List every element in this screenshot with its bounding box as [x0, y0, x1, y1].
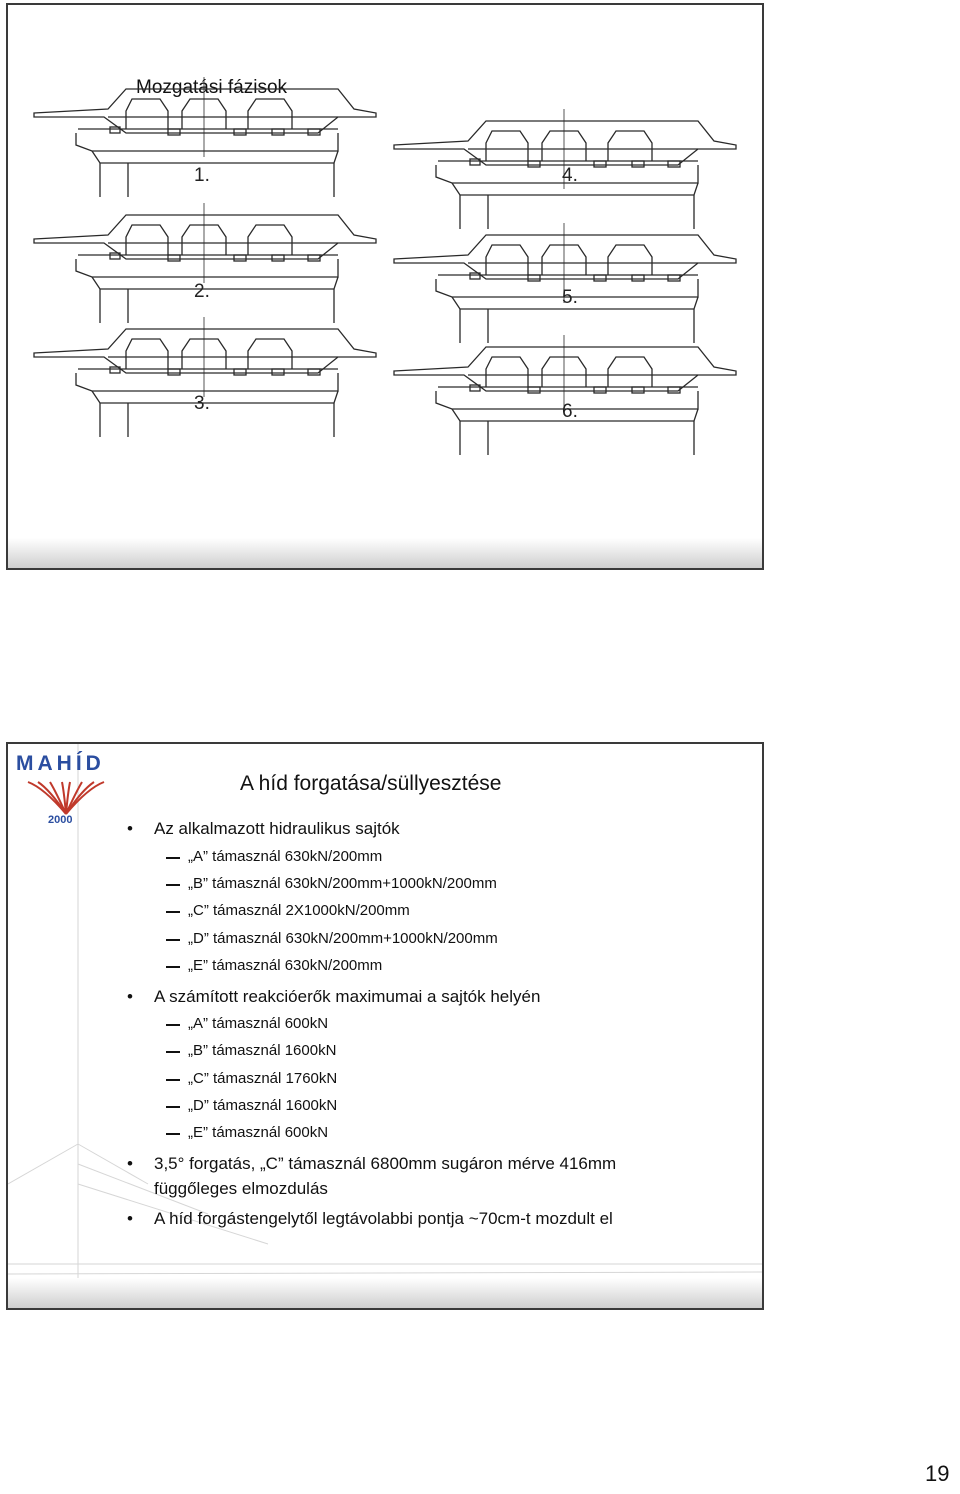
bullet-rotation: • 3,5° forgatás, „C” támasznál 6800mm sugáron mérve 416mm — [127, 1154, 617, 1173]
bullet-forces: • A számított reakcióerők maximumai a sajtók helyén — [127, 987, 541, 1006]
slide-movement-phases — [6, 3, 764, 570]
phase-3-label: 3. — [194, 393, 210, 414]
slide-bridge-rotation — [6, 742, 764, 1310]
force-item: „B” támasznál 1600kN — [188, 1042, 336, 1059]
phase-4-label: 4. — [562, 165, 578, 186]
phase-1-label: 1. — [194, 165, 210, 186]
jack-item: „B” támasznál 630kN/200mm+1000kN/200mm — [188, 875, 497, 892]
phase-drawings — [8, 5, 764, 570]
slide-title: Mozgatási fázisok — [136, 77, 288, 98]
force-item: „C” támasznál 1760kN — [188, 1070, 337, 1087]
logo-year: 2000 — [48, 814, 73, 826]
jack-item: „A” támasznál 630kN/200mm — [188, 848, 382, 865]
jack-item: „C” támasznál 2X1000kN/200mm — [188, 902, 410, 919]
phase-2-label: 2. — [194, 281, 210, 302]
bullet-rotation-cont: függőleges elmozdulás — [154, 1179, 328, 1198]
jack-item: „D” támasznál 630kN/200mm+1000kN/200mm — [188, 930, 498, 947]
mahid-logo — [10, 746, 122, 834]
page-number: 19 — [925, 1461, 950, 1486]
slide-title: A híd forgatása/süllyesztése — [240, 772, 502, 795]
phase-5-label: 5. — [562, 287, 578, 308]
logo-mark-icon — [24, 778, 108, 816]
force-item: „A” támasznál 600kN — [188, 1015, 328, 1032]
bullet-jacks: • Az alkalmazott hidraulikus sajtók — [127, 819, 400, 838]
slide-footer-bar — [8, 538, 762, 568]
logo-name: MAHÍD — [16, 752, 105, 775]
jack-item: „E” támasznál 630kN/200mm — [188, 957, 382, 974]
force-item: „E” támasznál 600kN — [188, 1124, 328, 1141]
slide-footer-bar — [8, 1278, 762, 1308]
bullet-displacement: • A híd forgástengelytől legtávolabbi pontja ~70cm-t mozdult el — [127, 1209, 613, 1228]
phase-6-label: 6. — [562, 401, 578, 422]
force-item: „D” támasznál 1600kN — [188, 1097, 337, 1114]
